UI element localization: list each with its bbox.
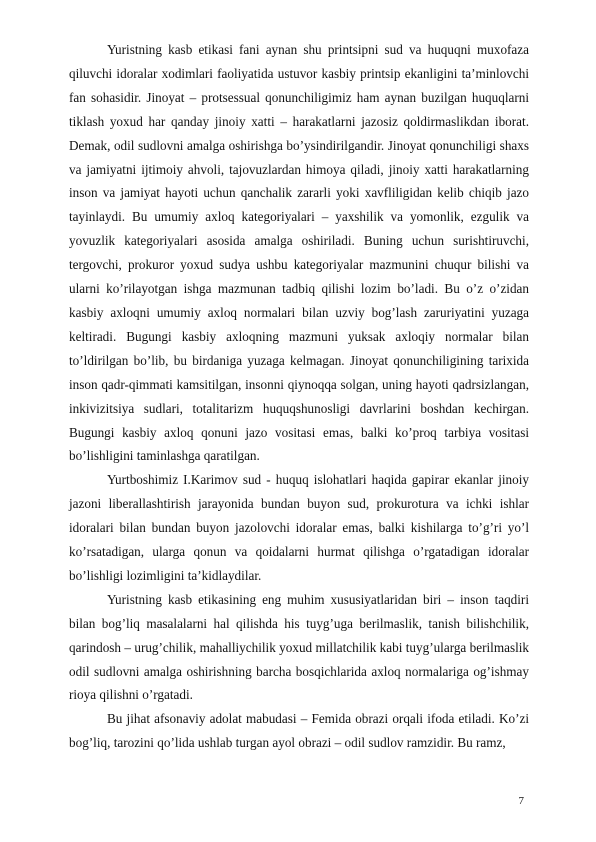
- body-text: [69, 38, 529, 755]
- paragraph-4: Bu jihat afsonaviy adolat mabudasi – Femida obrazi orqali ifoda etiladi. Ko’zi bog’liq, tarozini qo’lida ushlab turgan ayol obrazi – odil sudlov ramzidir. Bu ramz,: [69, 711, 529, 751]
- paragraph-3: Yuristning kasb etikasining eng muhim xususiyatlaridan biri – inson taqdiri bilan bog’liq masalalarni hal qilishda his tuyg’uga berilmaslik, tanish bilishchilik, qarindosh – urug’chilik, mahalliychilik yoxud millatchilik kabi tuyg’ularga berilmaslik odil sudlovni amalga oshirishning barcha bosqichlarida axloq normalariga og’ishmay rioya qilishni o’rgatadi.: [69, 591, 529, 703]
- paragraph-2: Yurtboshimiz I.Karimov sud - huquq islohatlari haqida gapirar ekanlar jinoiy jazoni liberallashtirish jarayonida bundan buyon sud, prokurotura va ichki ishlar idoralari bilan bundan buyon jazolovchi idoralar emas, balki kishilarga to’g’ri yo’l ko’rsatadigan, ularga qonun va qoidalarni hurmat qilishga o’rgatadigan idoralar bo’lishligi lozimligini ta’kidlaydilar.: [69, 472, 529, 583]
- paragraph-1: Yuristning kasb etikasi fani aynan shu printsipni sud va huquqni muxofaza qiluvchi idoralar xodimlari faoliyatida ustuvor kasbiy printsip ekanligini ta’minlovchi fan sohasidir. Jinoyat – protsessual qonunchiligimiz ham aynan buzilgan huquqlarni tiklash yoxud har qanday jinoiy xatti – harakatlarni jazosiz qoldirmaslikdan iborat. Demak, odil sudlovni amalga oshirishga bo’ysindirilgandir. Jinoyat qonunchiligi shaxs va jamiyatni ijtimoiy ahvoli, tajovuzlardan himoya qiladi, jinoiy xatti harakatlarning inson va jamiyat hayoti uchun qanchalik zararli yoki xavfliligidan kelib chiqib jazo tayinlaydi. Bu umumiy axloq kategoriyalari – yaxshilik va yomonlik, ezgulik va yovuzlik kategoriyalari asosida amalga oshiriladi. Buning uchun surishtiruvchi, tergovchi, prokuror yoxud sudya ushbu kategoriyalar mazmunini chuqur bilishi va ularni ko’rilayotgan ishga mazmunan tadbiq qilishi lozim bo’ladi. Bu o’z o’zidan kasbiy axloqni umumiy axloq normalari bilan uzviy bog’lash zaruriyatini yuzaga keltiradi. Bugungi kasbiy axloqning mazmuni yuksak axloqiy normalar bilan to’ldirilgan bo’lib, bu birdaniga yuzaga kelmagan. Jinoyat qonunchiligining tarixida inson qadr-qimmati kamsitilgan, insonni qiynoqqa solgan, uning hayoti qadrsizlangan, inkivizitsiya sudlari, totalitarizm huquqshunosligi davrlarini boshdan kechirgan. Bugungi kasbiy axloq qonuni jazo vositasi emas, balki ko’proq tarbiya vositasi bo’lishligini taminlashga qaratilgan.: [69, 42, 529, 464]
- page-number: 7: [518, 795, 524, 807]
